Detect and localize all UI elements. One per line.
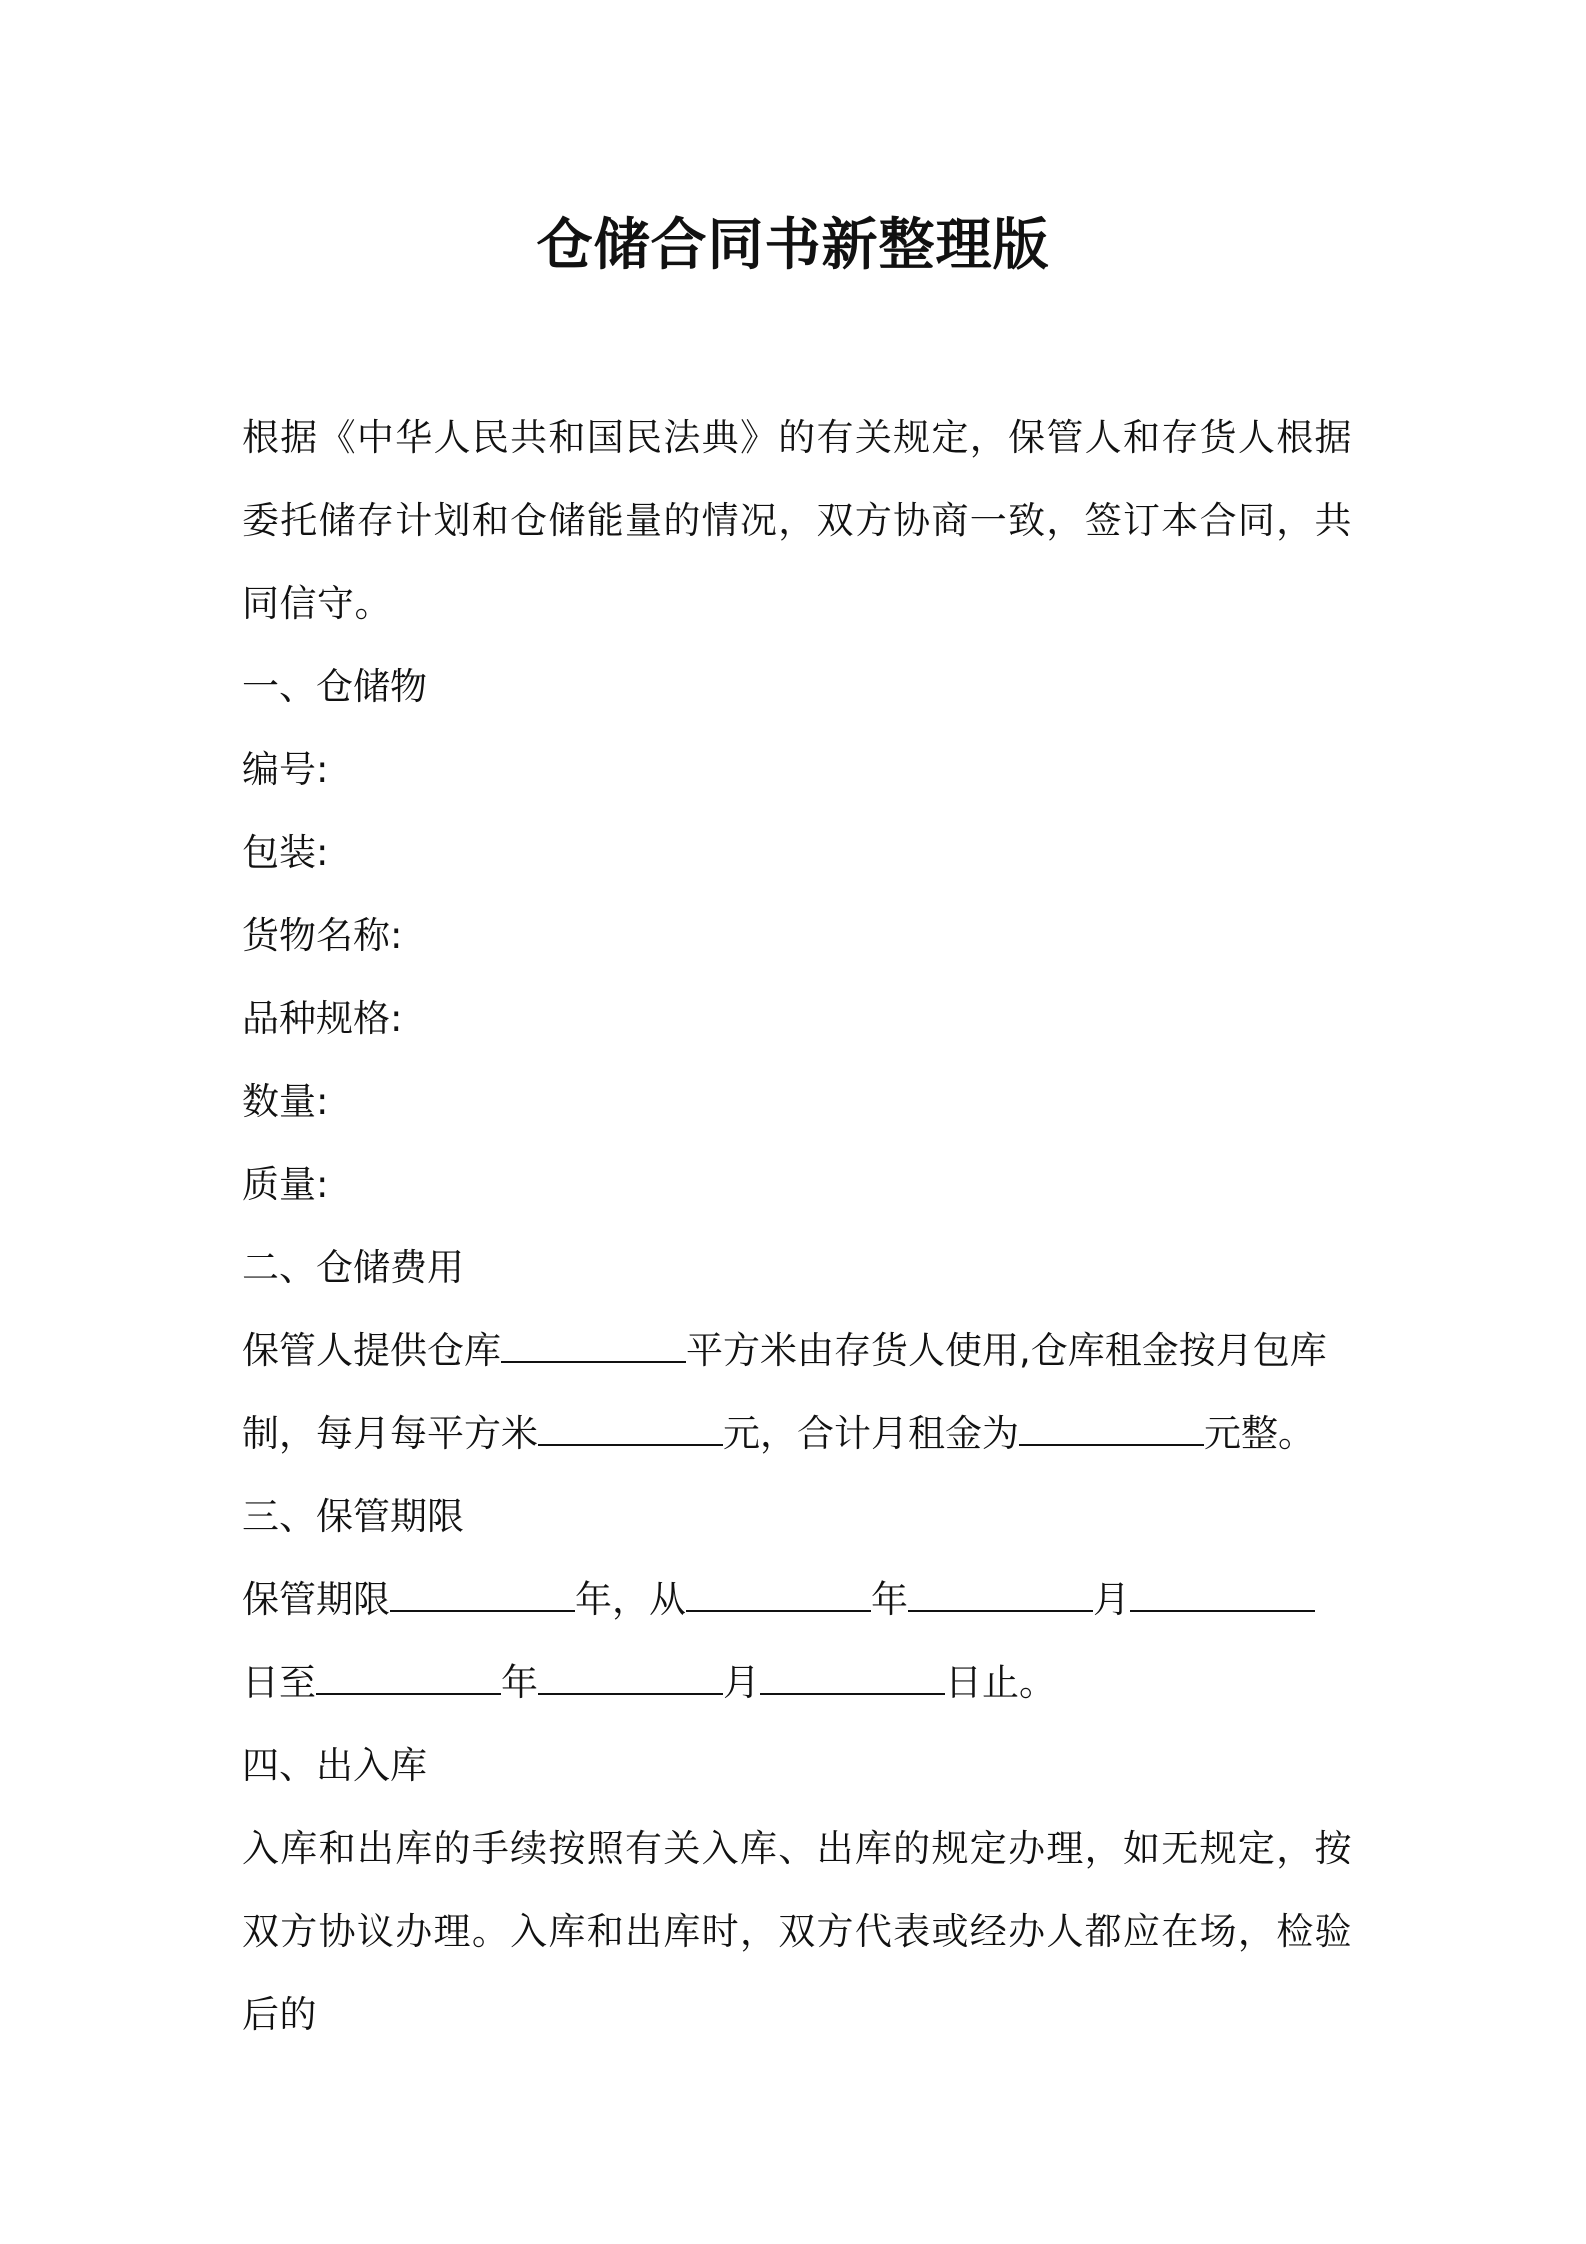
blank-years-field [390,1574,575,1612]
text-segment: 保管人提供仓库 [242,1329,501,1372]
blank-end-month-field [538,1657,723,1695]
blank-end-day-field [760,1657,945,1695]
section-storage-goods [242,645,1352,1226]
section-storage-fees [242,1226,1352,1475]
field-number: 编号: [242,748,329,791]
text-segment: 平方米由存货人使用,仓库租金按月包库 [686,1329,1327,1372]
section-heading: 二、仓储费用 [242,1246,464,1289]
field-goods-name: 货物名称: [242,914,403,957]
text-segment: 日止。 [945,1661,1056,1704]
fee-line-2 [242,1392,1352,1475]
blank-start-year-field [686,1574,871,1612]
text-segment: 元，合计月租金为 [723,1412,1019,1455]
field-packaging: 包装: [242,831,329,874]
document-body [242,396,1352,2056]
section-heading: 三、保管期限 [242,1495,464,1538]
blank-monthly-rent-field [1019,1408,1204,1446]
section-heading: 四、出入库 [242,1744,427,1787]
blank-end-year-field [316,1657,501,1695]
intro-paragraph: 根据《中华人民共和国民法典》的有关规定，保管人和存货人根据委托储存计划和仓储能量的情况，双方协商一致，签订本合同，共同信守。 [242,416,1352,625]
warehousing-paragraph: 入库和出库的手续按照有关入库、出库的规定办理，如无规定，按双方协议办理。入库和出库时，双方代表或经办人都应在场，检验后的 [242,1827,1352,2036]
text-segment: 保管期限 [242,1578,390,1621]
field-quantity: 数量: [242,1080,329,1123]
text-segment: 日至 [242,1661,316,1704]
text-segment: 制，每月每平方米 [242,1412,538,1455]
blank-unit-price-field [538,1408,723,1446]
fee-line-1 [242,1309,1352,1392]
text-segment: 月 [723,1661,760,1704]
text-segment: 年 [501,1661,538,1704]
text-segment: 年 [871,1578,908,1621]
field-quality: 质量: [242,1163,329,1206]
section-storage-period [242,1475,1352,1724]
period-line-1 [242,1558,1352,1641]
text-segment: 元整。 [1204,1412,1315,1455]
section-warehousing [242,1724,1352,2056]
document-title: 仓储合同书新整理版 [536,213,1050,278]
blank-start-day-field [1130,1574,1315,1612]
field-variety-spec: 品种规格: [242,997,403,1040]
period-line-2 [242,1641,1352,1724]
section-heading: 一、仓储物 [242,665,427,708]
text-segment: 年，从 [575,1578,686,1621]
blank-start-month-field [908,1574,1093,1612]
text-segment: 月 [1093,1578,1130,1621]
blank-area-field [501,1325,686,1363]
